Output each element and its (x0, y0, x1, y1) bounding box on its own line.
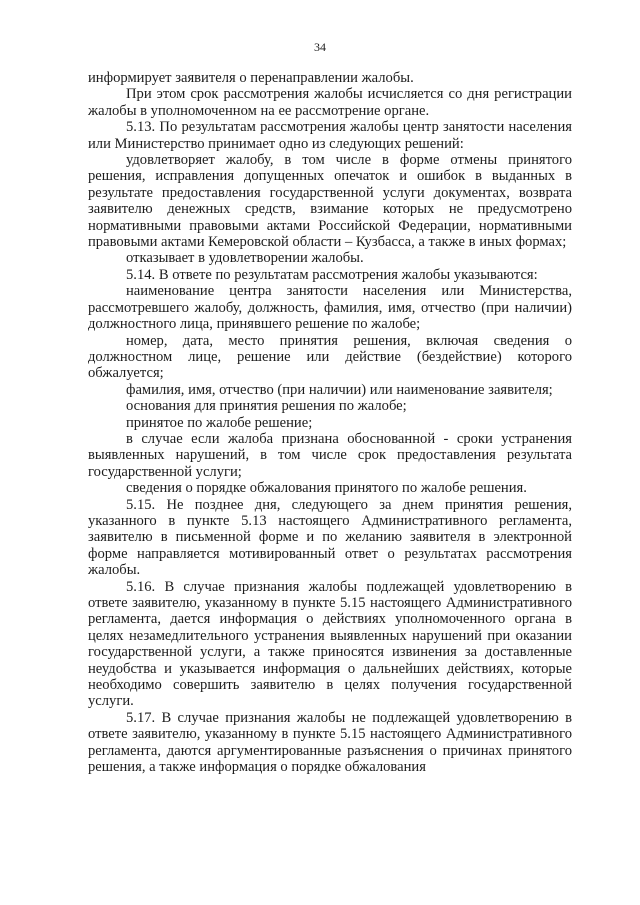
paragraph-5-15: 5.15. Не позднее дня, следующего за днем принятия решения, указанного в пункте 5.13 настоящего Административного регламента, заявителю в письменной форме и по желанию заявителя в электронной форме направляется мотивированный ответ о результатах рассмотрения жалобы. (88, 496, 572, 579)
paragraph-5-17: 5.17. В случае признания жалобы не подлежащей удовлетворению в ответе заявителю, указанному в пункте 5.15 настоящего Административного регламента, даются аргументированные разъяснения о причинах принятого решения, а также информация о порядке обжалования (88, 709, 572, 776)
paragraph-5-14: 5.14. В ответе по результатам рассмотрения жалобы указываются: (126, 266, 538, 283)
paragraph-refuse-complaint: отказывает в удовлетворении жалобы. (126, 250, 364, 267)
page-number: 34 (314, 40, 326, 54)
paragraph-decision-made: принятое по жалобе решение; (126, 414, 313, 431)
paragraph-decision-details: номер, дата, место принятия решения, включая сведения о должностном лице, решение или действие (бездействие) которого обжалуется; (88, 332, 572, 382)
paragraph-5-16: 5.16. В случае признания жалобы подлежащей удовлетворению в ответе заявителю, указанному в пункте 5.15 настоящего Административного регламента, дается информация о действиях уполномоченного органа в целях незамедлительного устранения выявленных нарушений при оказании государственной услуги, а также приносятся извинения за доставленные неудобства и указывается информация о дальнейших действиях, которые необходимо совершить заявителю в целях получения государственной услуги. (88, 578, 572, 710)
paragraph-appeal-procedure: сведения о порядке обжалования принятого по жалобе решения. (126, 480, 527, 497)
paragraph-remedy-terms: в случае если жалоба признана обоснованной - сроки устранения выявленных нарушений, в том числе срок предоставления результата государственной услуги; (88, 430, 572, 480)
paragraph-5-13: 5.13. По результатам рассмотрения жалобы центр занятости населения или Министерство принимает одно из следующих решений: (88, 119, 572, 152)
paragraph-continuation: информирует заявителя о перенаправлении жалобы. (88, 70, 414, 86)
paragraph-center-name: наименование центра занятости населения или Министерства, рассмотревшего жалобу, должность, фамилия, имя, отчество (при наличии) должностного лица, принявшего решение по жалобе; (88, 283, 572, 333)
paragraph-decision-grounds: основания для принятия решения по жалобе; (126, 398, 407, 415)
paragraph-satisfy-complaint: удовлетворяет жалобу, в том числе в форме отмены принятого решения, исправления допущенных опечаток и ошибок в выданных в результате предоставления государственной услуги документах, возврата заявителю денежных средств, взимание которых не предусмотрено нормативными правовыми актами Российской Федерации, нормативными правовыми актами Кемеровской области – Кузбасса, а также в иных формах; (88, 152, 572, 251)
paragraph-applicant-name: фамилия, имя, отчество (при наличии) или наименование заявителя; (126, 381, 553, 398)
body-text (88, 70, 572, 775)
paragraph-review-period: При этом срок рассмотрения жалобы исчисляется со дня регистрации жалобы в уполномоченном на ее рассмотрение органе. (88, 86, 572, 119)
